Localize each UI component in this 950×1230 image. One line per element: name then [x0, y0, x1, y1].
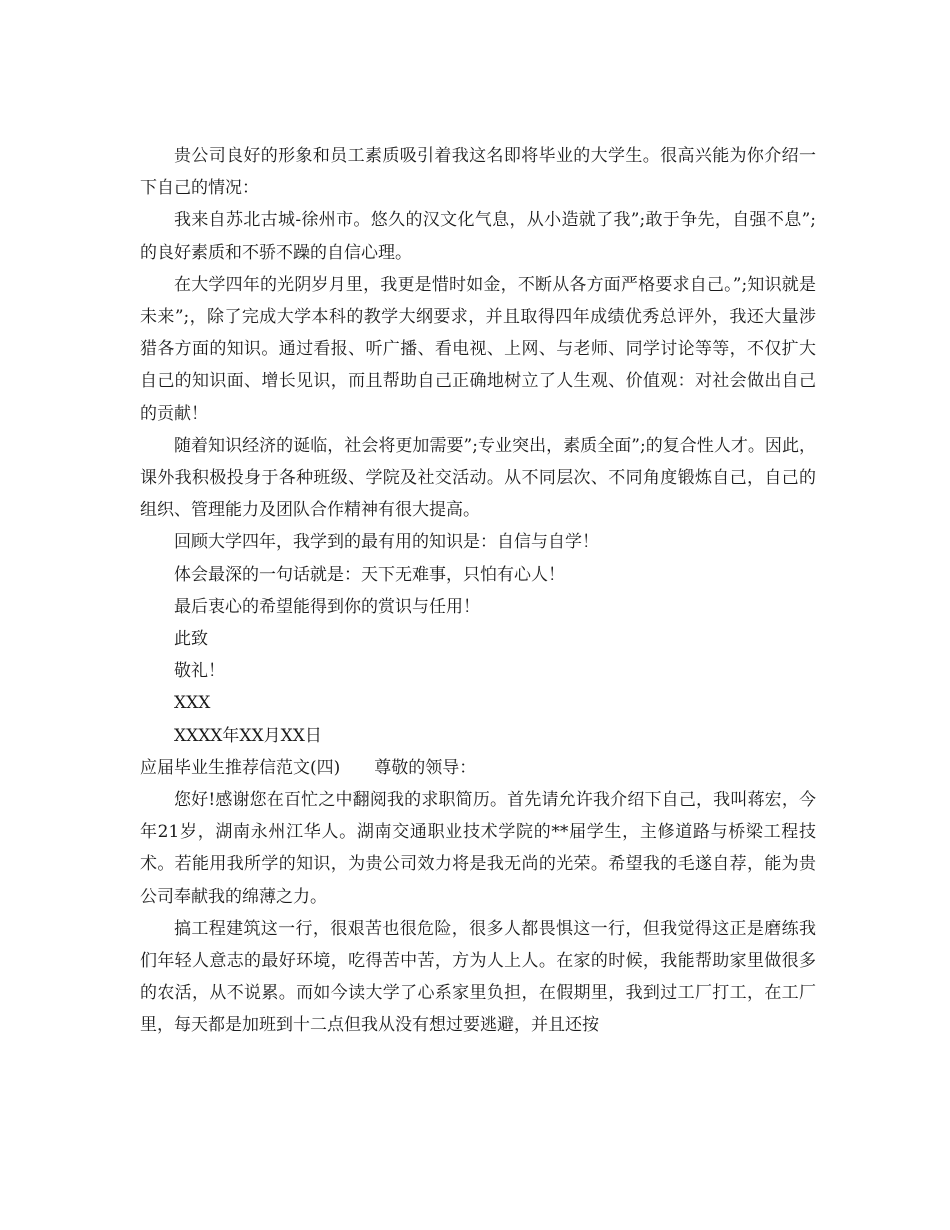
closing-cizhi: 此致	[174, 629, 208, 650]
paragraph-review: 回顾大学四年，我学到的最有用的知识是：自信与自学！	[174, 532, 599, 553]
paragraph-hope: 最后衷心的希望能得到你的赏识与任用！	[174, 596, 480, 617]
document-body	[140, 140, 816, 1042]
closing-jingli: 敬礼！	[174, 661, 225, 682]
paragraph-engineering: 搞工程建筑这一行，很艰苦也很危险，很多人都畏惧这一行，但我觉得这正是磨练我们年轻人意志的最好环境，吃得苦中苦，方为人上人。在家的时候，我能帮助家里做很多的农活，从不说累。而如今读大学了心系家里负担，在假期里，我到过工厂打工，在工厂里，每天都是加班到十二点但我从没有想过要逃避，并且还按	[140, 918, 816, 1036]
paragraph-activities: 随着知识经济的诞临，社会将更加需要”;专业突出，素质全面”;的复合性人才。因此，课外我积极投身于各种班级、学院及社交活动。从不同层次、不同角度锻炼自己，自己的组织、管理能力及团队合作精神有很大提高。	[140, 435, 816, 521]
paragraph-intro: 贵公司良好的形象和员工素质吸引着我这名即将毕业的大学生。很高兴能为你介绍一下自己的情况：	[140, 146, 816, 199]
section-title: 应届毕业生推荐信范文(四)	[140, 757, 341, 778]
paragraph-greeting: 您好!感谢您在百忙之中翻阅我的求职简历。首先请允许我介绍下自己，我叫蒋宏，今年21岁，湖南永州江华人。湖南交通职业技术学院的**届学生，主修道路与桥梁工程技术。若能用我所学的知识，为贵公司效力将是我无尚的光荣。希望我的毛遂自荐，能为贵公司奉献我的绵薄之力。	[140, 790, 816, 907]
paragraph-hometown: 我来自苏北古城-徐州市。悠久的汉文化气息，从小造就了我”;敢于争先，自强不息”;的良好素质和不骄不躁的自信心理。	[140, 210, 816, 263]
paragraph-university: 在大学四年的光阴岁月里，我更是惜时如金，不断从各方面严格要求自己。”;知识就是未来”;，除了完成大学本科的教学大纲要求，并且取得四年成绩优秀总评外，我还大量涉猎各方面的知识。通过看报、听广播、看电视、上网、与老师、同学讨论等等，不仅扩大自己的知识面、增长见识，而且帮助自己正确地树立了人生观、价值观：对社会做出自己的贡献！	[140, 274, 816, 424]
signature-date: XXXX年XX月XX日	[174, 725, 322, 746]
section-heading-line	[140, 752, 816, 784]
salutation: 尊敬的领导：	[374, 757, 477, 778]
signature-name: XXX	[174, 693, 211, 714]
paragraph-motto: 体会最深的一句话就是：天下无难事，只怕有心人！	[174, 564, 565, 585]
